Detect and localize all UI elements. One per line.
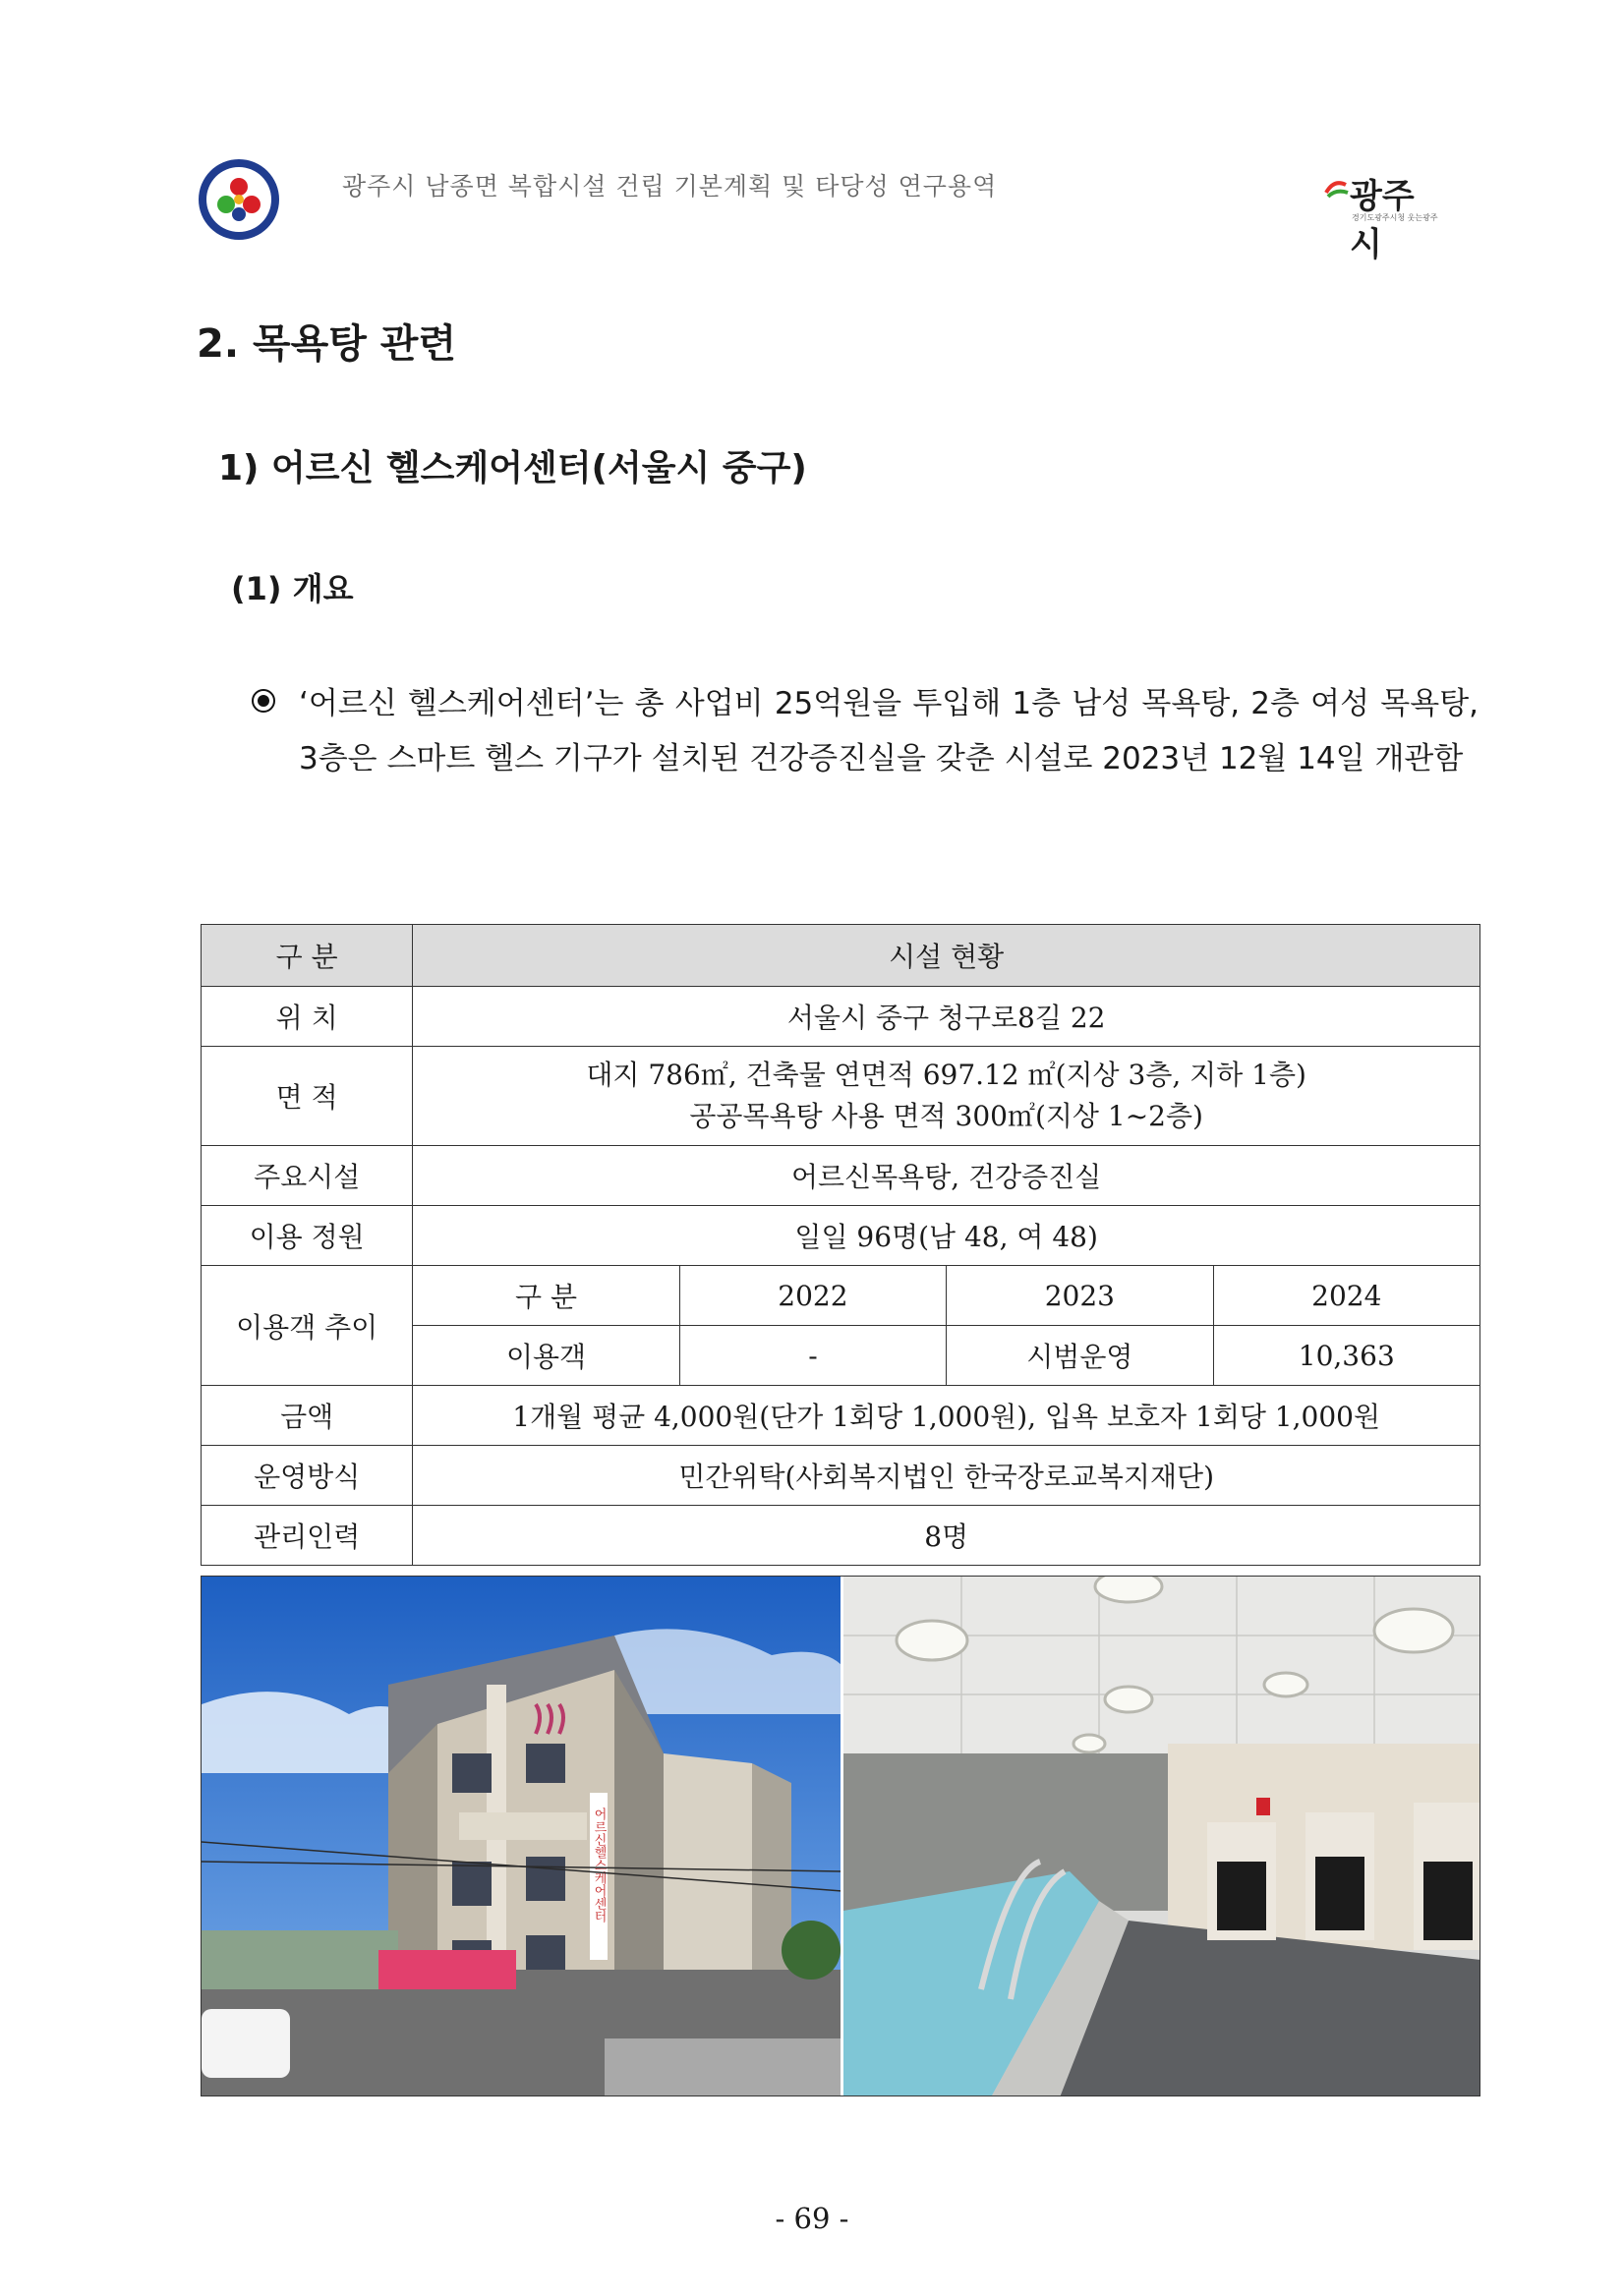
operation-value: 민간위탁(사회복지법인 한국장로교복지재단) (413, 1446, 1480, 1506)
operation-label: 운영방식 (202, 1446, 413, 1506)
table-row-area (202, 1047, 1480, 1146)
subsubsection-heading: (1) 개요 (231, 570, 354, 607)
users-trend-row-label: 이용객 (413, 1326, 679, 1386)
document-header-title: 광주시 남종면 복합시설 건립 기본계획 및 타당성 연구용역 (342, 172, 998, 201)
table-row-staff (202, 1506, 1480, 1566)
gwangju-city-logo (1322, 169, 1438, 264)
area-line-2: 공공목욕탕 사용 면적 300㎡(지상 1~2층) (689, 1100, 1203, 1132)
location-value: 서울시 중구 청구로8길 22 (413, 987, 1480, 1047)
table-row-fee (202, 1386, 1480, 1446)
facilities-label: 주요시설 (202, 1146, 413, 1206)
table-row-location (202, 987, 1480, 1047)
building-sign-text: 어르신헬스케어센터 (591, 1808, 607, 1923)
city-logo-text: 광주시 (1350, 177, 1415, 264)
table-row-operation (202, 1446, 1480, 1506)
area-line-1: 대지 786㎡, 건축물 연면적 697.12 ㎡(지상 3층, 지하 1층) (586, 1059, 1306, 1091)
users-trend-col-category: 구 분 (413, 1266, 679, 1326)
capacity-label: 이용 정원 (202, 1206, 413, 1266)
users-trend-2024-value: 10,363 (1213, 1326, 1479, 1386)
bathhouse-interior-photo (843, 1577, 1479, 2095)
header-category: 구 분 (202, 925, 413, 987)
building-exterior-photo (202, 1577, 843, 2095)
users-trend-col-2023: 2023 (947, 1266, 1213, 1326)
fee-value: 1개월 평균 4,000원(단가 1회당 1,000원), 입욕 보호자 1회당 1,000원 (413, 1386, 1480, 1446)
facility-status-table (201, 924, 1480, 1566)
facilities-value: 어르신목욕탕, 건강증진실 (413, 1146, 1480, 1206)
subsection-heading: 1) 어르신 헬스케어센터(서울시 중구) (218, 448, 807, 488)
users-trend-col-2024: 2024 (1213, 1266, 1479, 1326)
page-number: - 69 - (775, 2202, 849, 2235)
capacity-value: 일일 96명(남 48, 여 48) (413, 1206, 1480, 1266)
table-row-users-trend-header (202, 1266, 1480, 1326)
table-row-facilities (202, 1146, 1480, 1206)
users-trend-col-2022: 2022 (679, 1266, 946, 1326)
overview-paragraph: ‘어르신 헬스케어센터’는 총 사업비 25억원을 투입해 1층 남성 목욕탕, 2층 여성 목욕탕, 3층은 스마트 헬스 기구가 설치된 건강증진실을 갖춘 시설로 2023년 12월 14일 개관함 (299, 686, 1479, 776)
area-value (413, 1047, 1480, 1146)
bullet-icon (251, 688, 276, 714)
staff-value: 8명 (413, 1506, 1480, 1566)
city-emblem-logo (197, 157, 281, 242)
table-row-capacity (202, 1206, 1480, 1266)
section-heading: 2. 목욕탕 관련 (197, 321, 457, 367)
table-header-row (202, 925, 1480, 987)
city-logo-mark-icon (1322, 175, 1352, 204)
header-facility-status: 시설 현황 (413, 925, 1480, 987)
area-label: 면 적 (202, 1047, 413, 1146)
users-trend-2022-value: - (679, 1326, 946, 1386)
location-label: 위 치 (202, 987, 413, 1047)
staff-label: 관리인력 (202, 1506, 413, 1566)
users-trend-2023-value: 시범운영 (947, 1326, 1213, 1386)
city-logo-tagline: 경기도광주시청 웃는광주 (1352, 213, 1438, 222)
fee-label: 금액 (202, 1386, 413, 1446)
users-trend-label: 이용객 추이 (202, 1266, 413, 1386)
facility-photos (201, 1576, 1480, 2096)
